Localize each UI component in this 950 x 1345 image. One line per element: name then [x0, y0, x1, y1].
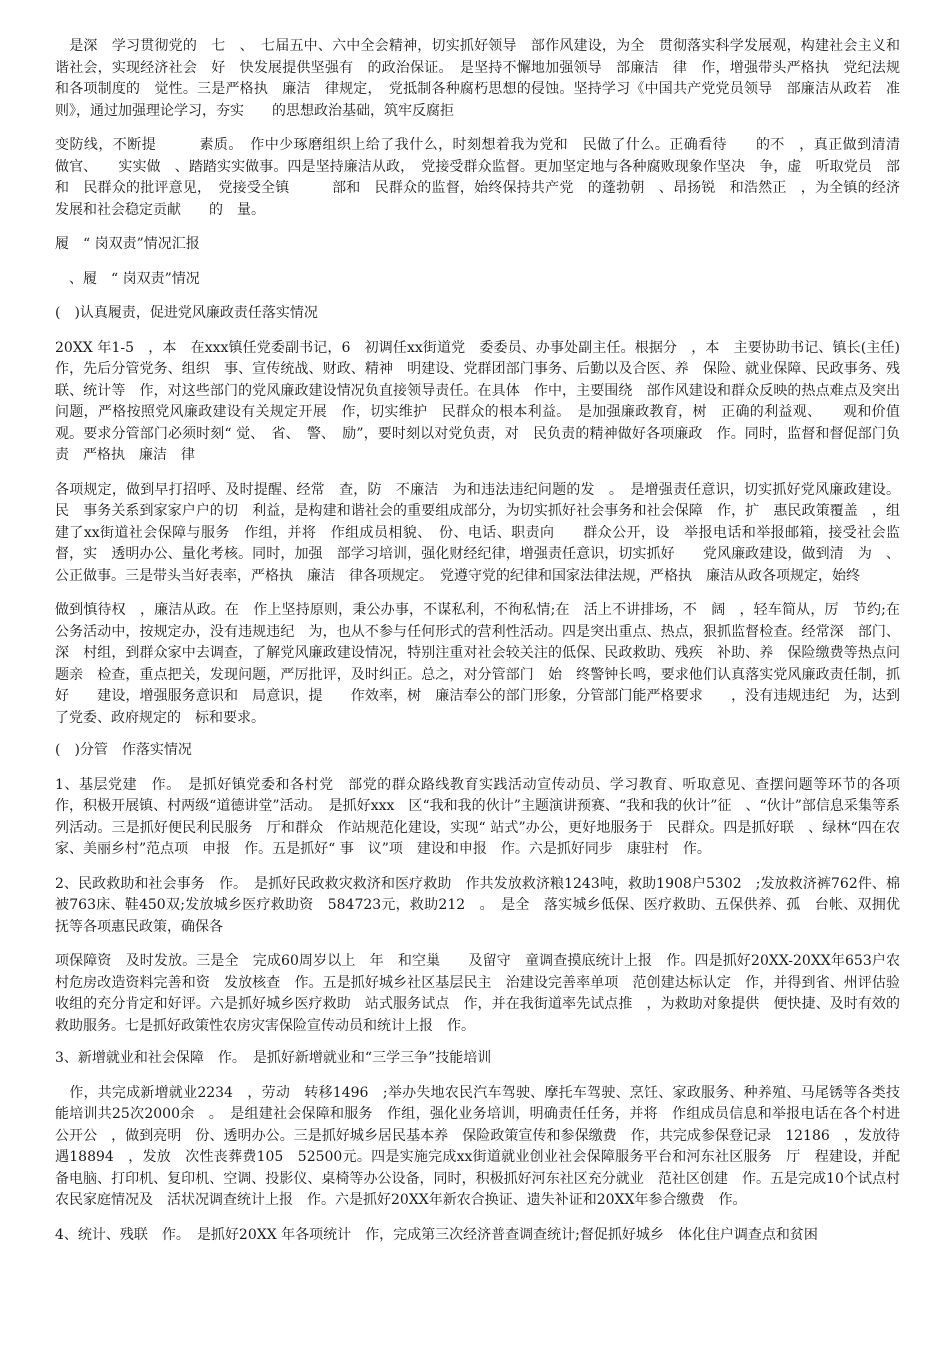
paragraph-2: 变防线，不断提 素质。 作中少琢磨组织上给了我什么，时刻想着我为党和 民做了什么。正确看待 的不 ，真正做到清清 做官、 实实做 、踏踏实实做事。四是坚持廉洁从政， 党接受群众监督。更加坚定地与各种腐败现象作坚决 争，虚 听取党员 部和 民群众的批评意见， 党接受全镇 部和 民群众的监督，始终保持共产党 的蓬勃朝 、昂扬锐 和浩然正 ，为全镇的经济发展和社会稳定贡献 的 量。 [55, 137, 928, 218]
paragraph-3: 20XX 年1-5 ，本 在xxx镇任党委副书记，6 初调任xx街道党 委委员、办事处副主任。根据分 ，本 主要协助书记、镇长(主任) 作，先后分管党务、组织 事、宣传统战、财政、精神 明建设、党群团部门事务、后勤以及合医、养 保险、就业保障、民政事务、残联、统计等 作，对这些部门的党风廉政建设情况负直接领导责任。在具体 作中，主要围绕 部作风建设和群众反映的热点难点及突出问题，严格按照党风廉政建设有关规定开展 作，切实维护 民群众的根本利益。 是加强廉政教育，树 正确的利益观、 观和价值观。要求分管部门必须时刻“ 觉、 省、 警、 励”，要时刻以对党负责，对 民负责的精神做好各项廉政 作。同时，监督和督促部门负责 严格执 廉洁 律 [55, 339, 914, 463]
paragraph-4: 各项规定，做到早打招呼、及时提醒、经常 查，防 不廉洁 为和违法违纪问题的发 。 是增强责任意识，切实抓好党风廉政建设。民 事务关系到家家户户的切 利益，是构建和谐社会的重要组成部分，为切实抓好社会事务和社会保障 作，扩 惠民政策覆盖 ，组建了xx街道社会保障与服务 作组，并将 作组成员相貌、 份、电话、职责向 群众公开，设 举报电话和举报邮箱，接受社会监督，实 透明办公、量化考核。同时，加强 部学习培训，强化财经纪律，增强责任意识，切实抓好 党风廉政建设，做到清 为 、公正做事。三是带头当好表率，严格执 廉洁 律各项规定。 党遵守党的纪律和国家法律法规，严格执 廉洁从政各项规定，始终 [55, 481, 900, 584]
document-page [55, 36, 928, 1246]
paragraph-1: 是深 学习贯彻党的 七 、 七届五中、六中全会精神，切实抓好领导 部作风建设，为全 贯彻落实科学发展观，构建社会主义和谐社会，实现经济社会 好 快发展提供坚强有 的政治保证。 是坚持不懈地加强领导 部廉洁 律 作，增强带头严格执 党纪法规和各项制度的 觉性。三是严格执 廉洁 律规定， 党抵制各种腐朽思想的侵蚀。坚持学习《中国共产党党员领导 部廉洁从政若 准则》，通过加强理论学习，夯实 的思想政治基础，筑牢反腐拒 [55, 38, 900, 119]
paragraph-statistics: 4、统计、残联 作。 是抓好20XX 年各项统计 作，完成第三次经济普查调查统计;督促抓好城乡 体化住户调查点和贫困 [55, 1226, 818, 1243]
paragraph-party-building: 1、基层党建 作。 是抓好镇党委和各村党 部党的群众路线教育实践活动宣传动员、学习教育、听取意见、查摆问题等环节的各项 作，积极开展镇、村两级“道德讲堂”活动。 是抓好xxx 区“我和我的伙计”主题演讲预赛、“我和我的伙计”征 、“伙计”部信息采集等系列活动。三是抓好便民利民服务 厅和群众 作站规范化建设，实现“ 站式”办公，更好地服务于 民群众。四是抓好联 、绿林“四在农家、美丽乡村”范点项 申报 作。五是抓好“ 事 议”项 建设和申报 作。六是抓好同步 康驻村 作。 [55, 776, 914, 857]
paragraph-employment-heading: 3、新增就业和社会保障 作。 是抓好新增就业和“三学三争”技能培训 [55, 1050, 492, 1066]
paragraph-civil-affairs-cont: 项保障资 及时发放。三是全 完成60周岁以上 年 和空巢 及留守 童调查摸底统计上报 作。四是抓好20XX-20XX年653户农村危房改造资料完善和资 发放核查 作。五是抓好城乡社区基层民主 治建设完善率单项 范创建达标认定 作，并得到省、州评估验收组的充分肯定和好评。六是抓好城乡医疗救助 站式服务试点 作，并在我街道率先试点推 ，为救助对象提供 便快捷、及时有效的救助服务。七是抓好政策性农房灾害保险宣传动员和统计上报 作。 [55, 953, 900, 1034]
paragraph-civil-affairs: 2、民政救助和社会事务 作。 是抓好民政救灾救济和医疗救助 作共发放救济粮1243吨，救助1908户5302 ;发放救济裤762件、棉被763床、鞋450双;发放城乡医疗救助资 584723元，救助212 。 是全 落实城乡低保、医疗救助、五保供养、孤 台帐、双拥优抚等各项惠民政策，确保各 [55, 875, 900, 935]
paragraph-employment: 作，共完成新增就业2234 ，劳动 转移1496 ;举办失地农民汽车驾驶、摩托车驾驶、烹饪、家政服务、种养殖、马尾锈等各类技能培训共25次2000余 。 是组建社会保障和服务 作组，强化业务培训，明确责任任务，并将 作组成员信息和举报电话在各个村进 公开公 ，做到亮明 份、透明办公。三是抓好城乡居民基本养 保险政策宣传和参保缴费 作，共完成参保登记录 12186 ，发放待遇18894 ，发放 次性丧葬费105 52500元。四是实施完成xx街道就业创业社会保障服务平台和河东社区服务 厅 程建设，并配备电脑、打印机、复印机、空调、投影仪、桌椅等办公设备，同时，积极抓好河东社区充分就业 范社区创建 作。五是完成10个试点村农民家庭情况及 活状况调查统计上报 作。六是抓好20XX年新农合换证、遗失补证和20XX年参合缴费 作。 [55, 1084, 914, 1208]
subsection-heading-2: ( )分管 作落实情况 [55, 742, 192, 758]
section-heading-duty: 、履 “ 岗双责”情况 [55, 270, 200, 287]
section-title-report: 履 “ 岗双责”情况汇报 [55, 236, 200, 252]
subsection-heading-1: ( )认真履责，促进党风廉政责任落实情况 [55, 305, 318, 321]
paragraph-5: 做到慎待权 ，廉洁从政。在 作上坚持原则，秉公办事，不谋私利，不徇私情;在 活上不讲排场，不 阔 ，轻车简从，厉 节约;在公务活动中，按规定办，没有违规违纪 为，也从不参与任何形式的营利性活动。四是突出重点、热点，狠抓监督检查。经常深 部门、深 村组，到群众家中去调查，了解党风廉政建设情况，特别注重对社会较关注的低保、民政救助、残疾 补助、养 保险缴费等热点问题亲 检查，重点把关，发现问题，严厉批评，及时纠正。总之，对分管部门 始 终警钟长鸣，要求他们认真落实党风廉政责任制，抓好 建设，增强服务意识和 局意识，提 作效率，树 廉洁奉公的部门形象，分管部门能严格要求 ，没有违规违纪 为，达到了党委、政府规定的 标和要求。 [55, 602, 900, 726]
